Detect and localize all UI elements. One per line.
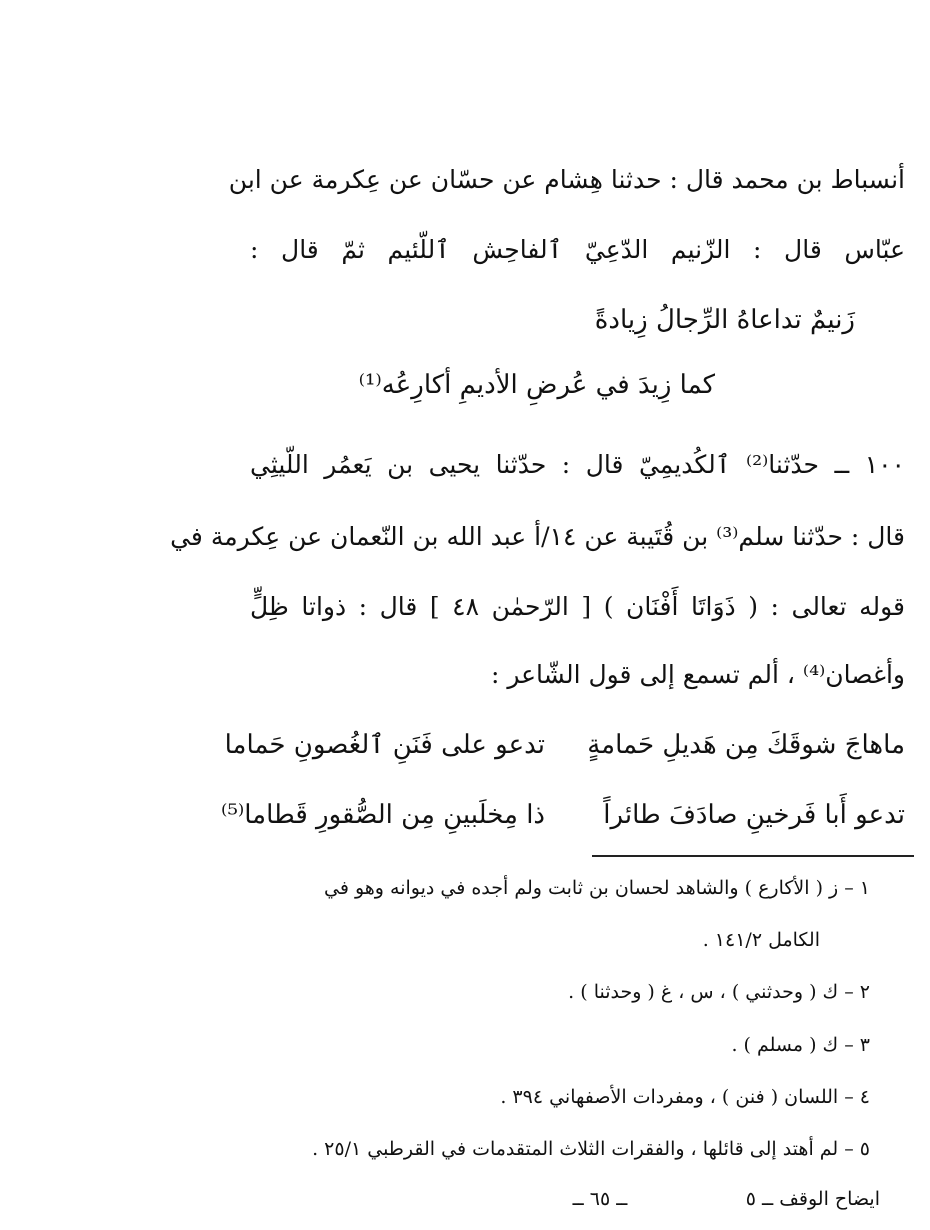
footnote-separator [592, 855, 914, 857]
text-line-entry-100: ١٠٠ ــ حدّثنا⁽²⁾ ٱلكُديمِيّ قال : حدّثنا يحيى بن يَعمُر اللّيثِي [250, 450, 905, 479]
verse-2-row-2-right: تدعو أَبا فَرخينِ صادَفَ طائراً [603, 800, 905, 830]
verse-1-hemistich-2: كما زِيدَ في عُرضِ الأديمِ أكارِعُه⁽¹⁾ [358, 370, 715, 400]
page-number: ــ ٦٥ ــ [572, 1188, 628, 1210]
verse-1-hemistich-1: زَنيمٌ تداعاهُ الرِّجالُ زِيادةً [594, 305, 855, 335]
verse-2-row-1-left: تدعو على فَنَنِ ٱلغُصونِ حَماما [224, 730, 545, 760]
verse-2-row-1-right: ماهاجَ شوقَكَ مِن هَديلِ حَمامةٍ [587, 730, 905, 760]
footnote-1-continuation: الكامل ١٤١/٢ . [702, 929, 820, 951]
verse-2-row-2-left: ذا مِخلَبينِ مِن الصُّقورِ قَطاما⁽⁵⁾ [221, 800, 545, 830]
footnote-2: ٢ – ك ( وحدثني ) ، س ، غ ( وحدثنا ) . [568, 981, 870, 1003]
text-line-2: عبّاس قال : الزّنيم الدّعِيّ ٱلفاحِش ٱللّئيم ثمّ قال : [250, 235, 905, 264]
footnote-5: ٥ – لم أهتد إلى قائلها ، والفقرات الثلاث المتقدمات في القرطبي ٢٥/١ . [312, 1138, 870, 1160]
text-line-4: قال : حدّثنا سلم⁽³⁾ بن قُتَيبة عن ١٤/أ عبد الله بن النّعمان عن عِكرمة في [170, 522, 905, 551]
text-line-6: وأغصان⁽⁴⁾ ، ألم تسمع إلى قول الشّاعر : [490, 660, 905, 689]
page-footer [250, 1188, 900, 1218]
text-line-5: قوله تعالى : ( ذَوَاتَا أَفْنَان ) [ الرّحمٰن ٤٨ ] قال : ذواتا ظِلٍّ [250, 592, 905, 621]
footnote-3: ٣ – ك ( مسلم ) . [731, 1034, 870, 1056]
text-line-1: أنسباط بن محمد قال : حدثنا هِشام عن حسّان عن عِكرمة عن ابن [228, 165, 905, 194]
footnote-1: ١ – ز ( الأكارع ) والشاهد لحسان بن ثابت ولم أجده في ديوانه وهو في [324, 877, 870, 899]
running-title: ايضاح الوقف ــ ٥ [745, 1188, 880, 1210]
footnote-4: ٤ – اللسان ( فنن ) ، ومفردات الأصفهاني ٣٩٤ . [500, 1086, 870, 1108]
